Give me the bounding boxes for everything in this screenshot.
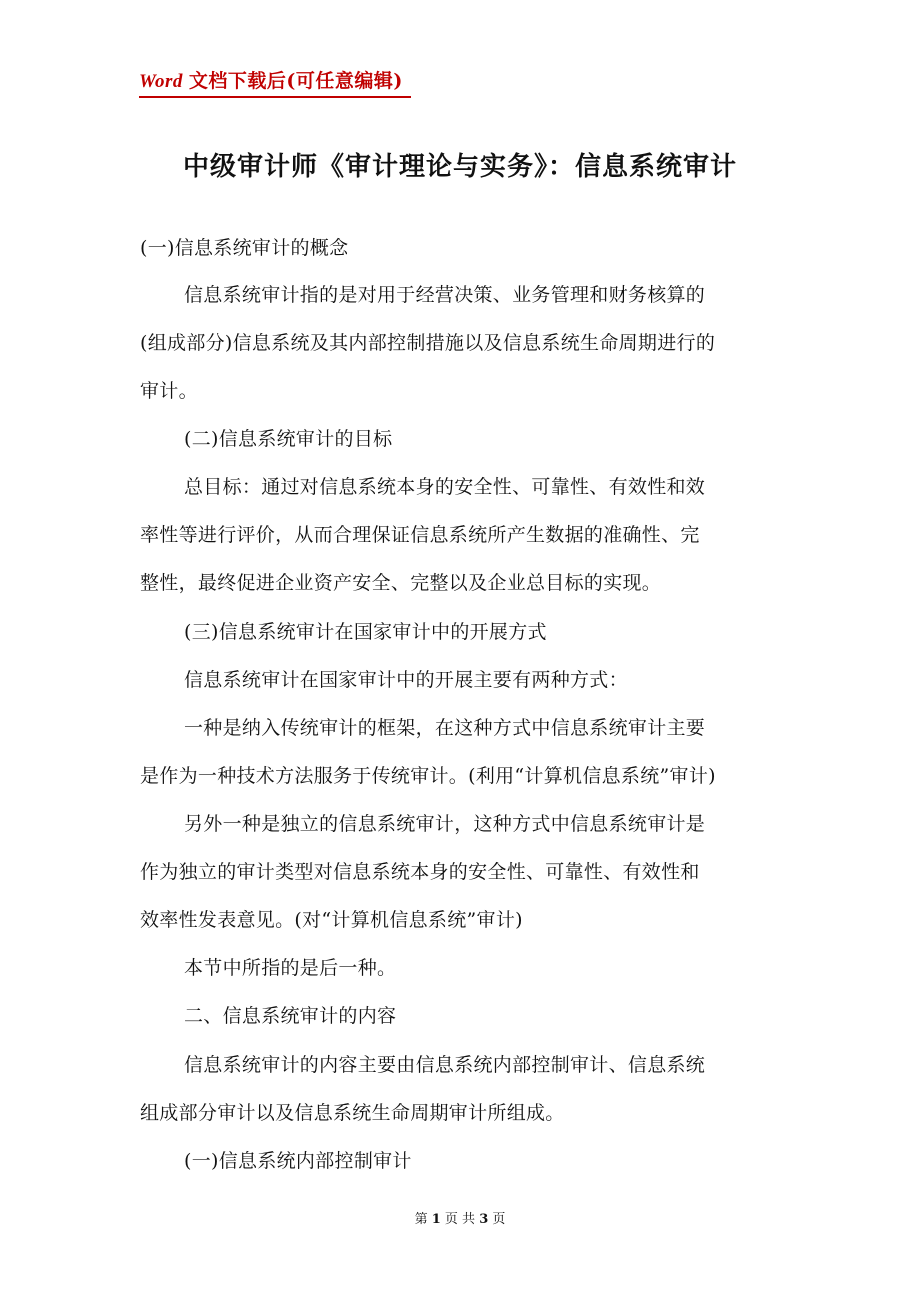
paragraph-line: 另外一种是独立的信息系统审计，这种方式中信息系统审计是 — [184, 813, 706, 835]
paragraph-line: (组成部分)信息系统及其内部控制措施以及信息系统生命周期进行的 — [140, 332, 716, 354]
paragraph-line: 作为独立的审计类型对信息系统本身的安全性、可靠性、有效性和 — [140, 861, 700, 883]
section-heading-goal: (二)信息系统审计的目标 — [184, 428, 393, 450]
paragraph-line: 效率性发表意见。(对“计算机信息系统”审计) — [140, 909, 523, 931]
section-heading-concept: (一)信息系统审计的概念 — [140, 237, 349, 259]
paragraph-line: 本节中所指的是后一种。 — [184, 957, 397, 979]
current-page: 1 — [431, 1212, 441, 1227]
paragraph-line: 组成部分审计以及信息系统生命周期审计所组成。 — [140, 1102, 565, 1124]
paragraph-line: 是作为一种技术方法服务于传统审计。(利用“计算机信息系统”审计) — [140, 765, 716, 787]
paragraph-line: 一种是纳入传统审计的框架，在这种方式中信息系统审计主要 — [184, 717, 706, 739]
paragraph-line: 信息系统审计指的是对用于经营决策、业务管理和财务核算的 — [184, 284, 706, 306]
paragraph-line: 率性等进行评价，从而合理保证信息系统所产生数据的准确性、完 — [140, 524, 700, 546]
paragraph-line: 审计。 — [140, 380, 198, 402]
banner-text: 文档下载后(可任意编辑) — [188, 70, 403, 92]
download-banner[interactable] — [139, 66, 411, 98]
section-heading-method: (三)信息系统审计在国家审计中的开展方式 — [184, 621, 547, 643]
paragraph-line: 总目标：通过对信息系统本身的安全性、可靠性、有效性和效 — [184, 476, 706, 498]
footer-middle: 页 共 — [444, 1212, 476, 1227]
paragraph-line: 信息系统审计的内容主要由信息系统内部控制审计、信息系统 — [184, 1054, 706, 1076]
page-number — [0, 1208, 920, 1227]
section-heading-content: 二、信息系统审计的内容 — [184, 1005, 397, 1027]
footer-prefix: 第 — [414, 1212, 428, 1227]
paragraph-line: 整性，最终促进企业资产安全、完整以及企业总目标的实现。 — [140, 572, 662, 594]
paragraph-line: 信息系统审计在国家审计中的开展主要有两种方式： — [184, 669, 628, 691]
banner-word: Word — [139, 71, 183, 92]
section-heading-internal-control: (一)信息系统内部控制审计 — [184, 1150, 412, 1172]
total-pages: 3 — [479, 1212, 489, 1227]
document-title: 中级审计师《审计理论与实务》：信息系统审计 — [182, 152, 737, 182]
footer-suffix: 页 — [492, 1212, 506, 1227]
